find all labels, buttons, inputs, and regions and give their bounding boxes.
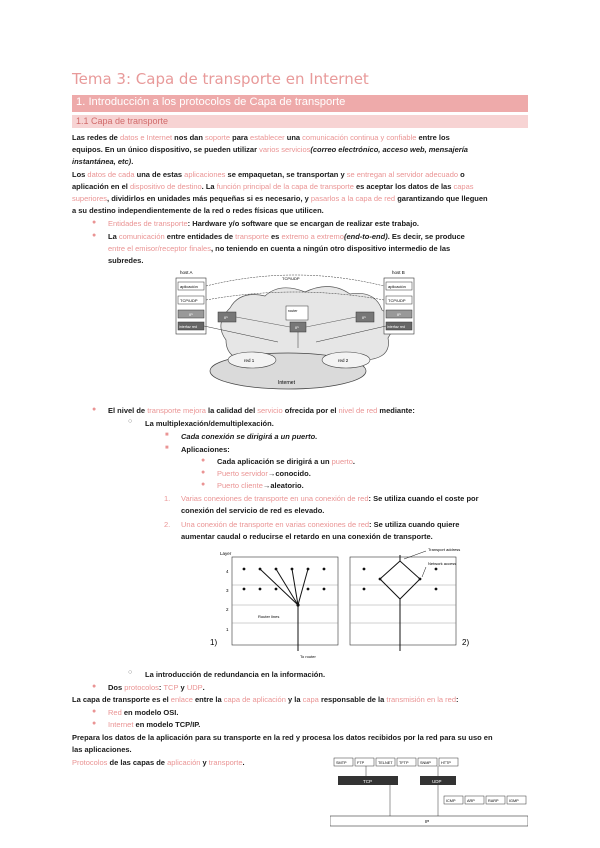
bullet-communication-line-1: La comunicación entre entidades de transporte es extremo a extremo(end-to-end). Es decir, se produce [108, 232, 465, 241]
fig1-hostA-label: host A [180, 270, 193, 275]
fig2-layer-4: 4 [226, 569, 229, 574]
bullet-icon: ● [92, 708, 97, 715]
fig3-protocol-label: SMTP [336, 761, 347, 765]
fig1-red2-label: red 2 [338, 358, 349, 363]
page-title: Tema 3: Capa de transporte en Internet [72, 70, 369, 88]
fig3-protocol-label: RARP [488, 799, 499, 803]
sub-bullet-circle-icon: ○ [128, 418, 133, 425]
fig2-layer-1: 1 [226, 627, 229, 632]
protocols-layers-line: Protocolos de las capas de aplicación y transporte. [72, 758, 245, 767]
fig2-network-access-label: Network access [428, 561, 457, 566]
fig1-app-left: aplicación [180, 284, 198, 289]
bullet-communication-line-2: entre el emisor/receptor finales, no teniendo en cuenta a ningún otro dispositivo intermedio de las [108, 244, 451, 253]
fig1-tcpudp-label: TCP/UDP [282, 276, 300, 281]
fig3-protocol-label: TFTP [399, 761, 409, 765]
fig3-protocol-label: ICMP [446, 799, 456, 803]
fig1-link-right: interfaz red [387, 325, 405, 329]
figure-multiplexing-diagram [200, 545, 490, 660]
paragraph-2-line-3: superiores, dividirlos en unidades más pequeñas si es necesario, y pasarlos a la capa de red garantizando que lleguen [72, 194, 488, 203]
fig1-app-right: aplicación [388, 284, 406, 289]
fig1-ip-right: IP [397, 312, 401, 317]
fig3-ip-label: IP [425, 819, 430, 824]
bullet-icon: ● [201, 481, 206, 488]
paragraph-1-line-2: equipos. En un único dispositivo, se pueden utilizar varios servicios(correo electrónico, acceso web, mensajería [72, 145, 468, 154]
fig3-udp-label: UDP [432, 779, 442, 784]
fig1-router-label: router [288, 309, 298, 313]
prepare-data-line-2: las aplicaciones. [72, 745, 132, 754]
paragraph-1-line-1: Las redes de datos e Internet nos dan soporte para establecer una comunicación continua y confiable entre los [72, 133, 450, 142]
several-connections-line-2: conexión del servicio de red es elevado. [181, 506, 325, 515]
fig2-layer-3: 3 [226, 588, 229, 593]
subsection-heading: 1.1 Capa de transporte [76, 116, 169, 126]
figure-host-to-host-diagram [170, 268, 420, 398]
paragraph-2-line-2: aplicación en el dispositivo de destino. La función principal de la capa de transporte es aceptar los datos de las capas [72, 182, 474, 191]
bullet-icon: ● [92, 720, 97, 727]
bullet-icon: ● [201, 457, 206, 464]
numbered-2: 2. [164, 520, 171, 529]
one-connection-line-2: aumentar caudal o reducirse el retardo en una conexión de transporte. [181, 532, 433, 541]
fig1-internet-label: Internet [278, 380, 295, 386]
figure-protocol-stack [330, 752, 528, 830]
bullet-icon: ● [92, 219, 97, 226]
redundancy-item: La introducción de redundancia en la información. [145, 670, 326, 679]
fig2-layer-label: Layer [220, 551, 232, 556]
bullet-transport-entities: Entidades de transporte: Hardware y/o software que se encargan de realizar este trabajo. [108, 219, 419, 228]
fig3-protocol-label: TELNET [378, 761, 393, 765]
server-port-item: Puerto servidor→conocido. [217, 469, 311, 478]
fig2-to-router-label: To router [300, 654, 316, 659]
fig3-protocol-label: ARP [467, 799, 475, 803]
fig1-hostB-label: host B [392, 270, 405, 275]
fig2-router-lines-label: Router lines [258, 614, 280, 619]
multiplexing-item: La multiplexación/demultiplexación. [145, 419, 274, 428]
paragraph-2-line-1: Los datos de cada una de estas aplicaciones se empaquetan, se transportan y se entregan al servidor adecuado o [72, 170, 465, 179]
fig3-protocol-label: SNMP [420, 761, 431, 765]
fig1-ip-left: IP [189, 312, 193, 317]
square-bullet-icon: ■ [165, 445, 169, 451]
several-connections-line-1: Varias conexiones de transporte en una conexión de red: Se utiliza cuando el coste por [181, 494, 479, 503]
fig3-tcp-label: TCP [363, 779, 372, 784]
sub-bullet-circle-icon: ○ [128, 669, 133, 676]
two-protocols-item: Dos protocolos: TCP y UDP. [108, 683, 205, 692]
bullet-icon: ● [92, 683, 97, 690]
fig2-transport-address-label: Transport address [428, 547, 461, 552]
bullet-transport-improves: El nivel de transporte mejora la calidad del servicio ofrecida por el nivel de red mediante: [108, 406, 415, 415]
osi-model-item: Red en modelo OSI. [108, 708, 179, 717]
fig1-router-ip-3: IP [362, 315, 366, 320]
fig2-layer-2: 2 [226, 607, 229, 612]
fig1-tcp-left: TCP/UDP [180, 298, 198, 303]
fig1-red1-label: red 1 [244, 358, 255, 363]
fig1-tcp-right: TCP/UDP [388, 298, 406, 303]
numbered-1: 1. [164, 494, 171, 503]
fig3-protocol-label: IGMP [509, 799, 519, 803]
bullet-communication-line-3: subredes. [108, 256, 144, 265]
fig1-router-ip-2: IP [295, 325, 299, 330]
transport-link-line: La capa de transporte es el enlace entre la capa de aplicación y la capa responsable de la transmisión en la red: [72, 695, 459, 704]
port-connection-item: Cada conexión se dirigirá a un puerto. [181, 432, 318, 441]
fig1-router-ip-1: IP [224, 315, 228, 320]
app-port-item: Cada aplicación se dirigirá a un puerto. [217, 457, 355, 466]
fig3-protocol-label: HTTP [441, 761, 451, 765]
applications-item: Aplicaciones: [181, 445, 230, 454]
paragraph-1-line-3: instantánea, etc). [72, 157, 134, 166]
fig1-link-left: interfaz red [179, 325, 197, 329]
prepare-data-line-1: Prepara los datos de la aplicación para su transporte en la red y procesa los datos recibidos por la red para su uso en [72, 733, 493, 742]
fig3-protocol-label: FTP [357, 761, 365, 765]
bullet-icon: ● [92, 232, 97, 239]
client-port-item: Puerto cliente→aleatorio. [217, 481, 304, 490]
one-connection-line-1: Una conexión de transporte en varias conexiones de red: Se utiliza cuando quiere [181, 520, 460, 529]
bullet-icon: ● [92, 406, 97, 413]
fig2-label-1: 1) [210, 638, 218, 647]
square-bullet-icon: ■ [165, 432, 169, 438]
fig2-label-2: 2) [462, 638, 470, 647]
tcpip-model-item: Internet en modelo TCP/IP. [108, 720, 201, 729]
bullet-icon: ● [201, 469, 206, 476]
paragraph-2-line-4: a su destino independientemente de la red o redes físicas que utilicen. [72, 206, 324, 215]
section-heading: 1. Introducción a los protocolos de Capa de transporte [76, 96, 346, 108]
